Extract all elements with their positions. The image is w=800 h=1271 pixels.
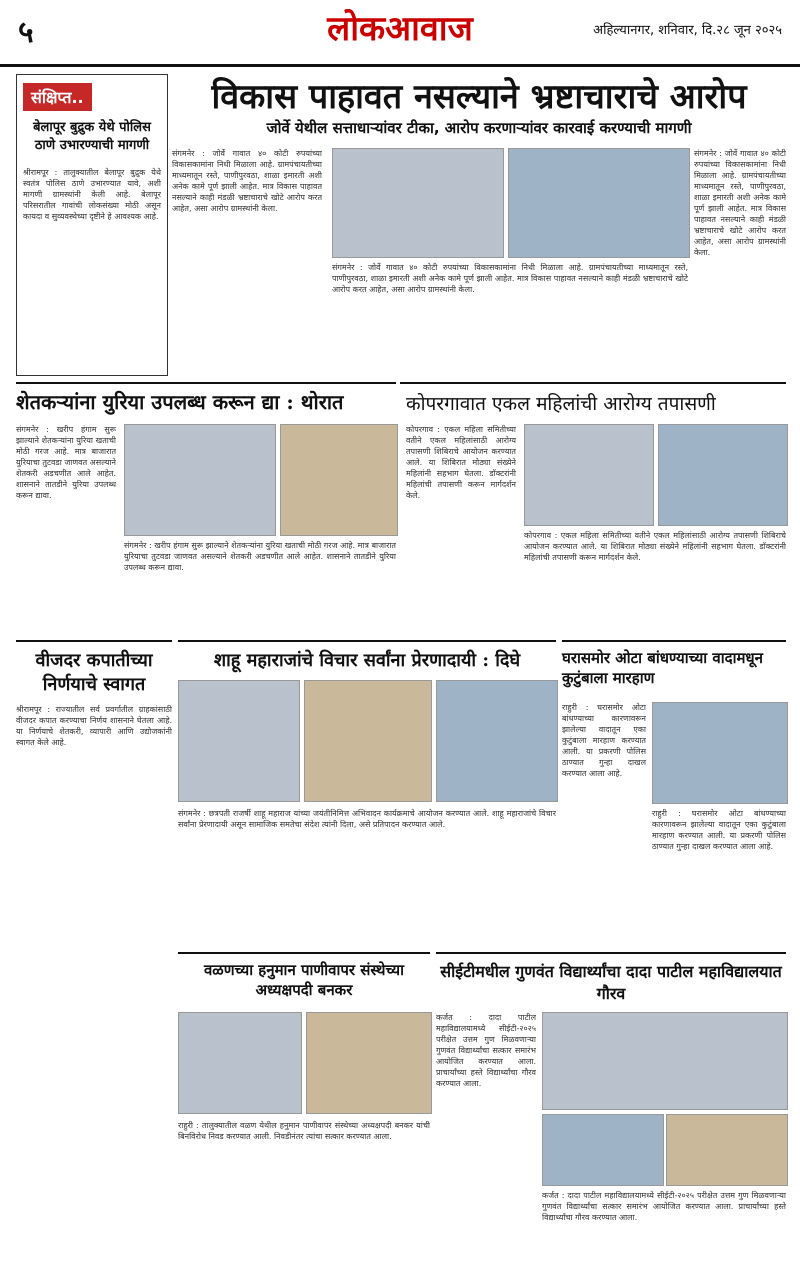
ota-headline: घरासमोर ओटा बांधण्याच्या वादामधून कुटुंबाला मारहाण (562, 649, 763, 687)
health-headline: कोपरगावात एकल महिलांची आरोग्य तपासणी (406, 393, 716, 415)
sankshipt-box (16, 74, 168, 376)
cet-story (436, 952, 786, 1262)
ota-body-cont: राहुरी : घरासमोर ओटा बांधण्याच्या कारणावरून झालेल्या वादातून एका कुटुंबाला मारहाण करण्यात आली. या प्रकरणी पोलिस ठाण्यात गुन्हा दाखल करण्यात आला आहे. (652, 809, 786, 851)
main-body-cont: संगमनेर : जोर्वे गावात ४० कोटी रुपयांच्या विकासकामांना निधी मिळाला आहे. ग्रामपंचायतीच्या माध्यमातून रस्ते, पाणीपुरवठा, शाळा इमारती अशी अनेक कामे पूर्ण झाली आहेत. मात्र विकास पाहावत नसल्याने काही मंडळी भ्रष्टाचाराचे खोटे आरोप करत आहेत, असा आरोप ग्रामस्थांनी केला. (332, 263, 688, 294)
hanuman-story (178, 952, 430, 1262)
page-number: ५ (18, 15, 34, 50)
sankshipt-tag: संक्षिप्त.. (23, 83, 92, 111)
cet-body: कर्जत : दादा पाटील महाविद्यालयामध्ये सीईटी-२०२५ परीक्षेत उत्तम गुण मिळवणाऱ्या गुणवंत विद्यार्थ्यांचा सत्कार समारंभ आयोजित करण्यात आला. प्राचार्यांच्या हस्ते विद्यार्थ्यांचा गौरव करण्यात आला. (436, 1013, 536, 1088)
hanuman-body: राहुरी : तालुक्यातील वळण येथील हनुमान पाणीवापर संस्थेच्या अध्यक्षपदी बनकर यांची बिनविरोध निवड करण्यात आली. निवडीनंतर त्यांचा सत्कार करण्यात आला. (178, 1121, 430, 1141)
urea-photo-2 (280, 424, 398, 536)
sankshipt-body: श्रीरामपूर : तालुक्यातील बेलापूर बुद्रुक येथे स्वतंत्र पोलिस ठाणे उभारण्यात यावे, अशी मागणी ग्रामस्थांनी केली आहे. बेलापूर परिसरातील गावांची लोकसंख्या मोठी असून कायदा व सुव्यवस्थेच्या दृष्टीने हे आवश्यक आहे. (23, 168, 161, 221)
main-story (172, 70, 786, 380)
urea-story (16, 382, 396, 636)
main-photo-1 (332, 148, 504, 258)
main-subhead: जोर्वे येथील सत्ताधाऱ्यांवर टीका, आरोप करणाऱ्यांवर कारवाई करण्याची मागणी (266, 119, 692, 137)
electricity-story (16, 640, 172, 1262)
main-body-right: संगमनेर : जोर्वे गावात ४० कोटी रुपयांच्या विकासकामांना निधी मिळाला आहे. ग्रामपंचायतीच्या माध्यमातून रस्ते, पाणीपुरवठा, शाळा इमारती अशी अनेक कामे पूर्ण झाली आहेत. मात्र विकास पाहावत नसल्याने काही मंडळी भ्रष्टाचाराचे खोटे आरोप करत आहेत, असा आरोप ग्रामस्थांनी केला. (694, 149, 786, 257)
electricity-headline: वीजदर कपातीच्या निर्णयाचे स्वागत (35, 650, 153, 695)
urea-body: संगमनेर : खरीप हंगाम सुरू झाल्याने शेतकऱ्यांना युरिया खताची मोठी गरज आहे. मात्र बाजारात युरियाचा तुटवडा जाणवत असल्याने शेतकरी अडचणीत आले आहेत. शासनाने तातडीने युरिया उपलब्ध करून द्यावा. (16, 425, 116, 500)
hanuman-photo-1 (178, 1012, 302, 1114)
urea-body-cont: संगमनेर : खरीप हंगाम सुरू झाल्याने शेतकऱ्यांना युरिया खताची मोठी गरज आहे. मात्र बाजारात युरियाचा तुटवडा जाणवत असल्याने शेतकरी अडचणीत आले आहेत. शासनाने तातडीने युरिया उपलब्ध करून द्यावा. (124, 541, 396, 572)
health-photo-2 (658, 424, 788, 526)
shahu-headline: शाहू महाराजांचे विचार सर्वांना प्रेरणादायी : दिघे (213, 650, 521, 671)
cet-headline: सीईटीमधील गुणवंत विद्यार्थ्यांचा दादा पाटील महाविद्यालयात गौरव (440, 962, 782, 1003)
urea-photo-1 (124, 424, 276, 536)
urea-headline: शेतकऱ्यांना युरिया उपलब्ध करून द्या : थोरात (16, 390, 344, 414)
cet-body-cont: कर्जत : दादा पाटील महाविद्यालयामध्ये सीईटी-२०२५ परीक्षेत उत्तम गुण मिळवणाऱ्या गुणवंत विद्यार्थ्यांचा सत्कार समारंभ आयोजित करण्यात आला. प्राचार्यांच्या हस्ते विद्यार्थ्यांचा गौरव करण्यात आला. (542, 1191, 786, 1222)
electricity-body: श्रीरामपूर : राज्यातील सर्व प्रवर्गातील ग्राहकांसाठी वीजदर कपात करण्याचा निर्णय शासनाने घेतला आहे. या निर्णयाचे शेतकरी, व्यापारी आणि उद्योजकांनी स्वागत केले आहे. (16, 705, 172, 747)
health-story (400, 382, 786, 636)
sankshipt-headline: बेलापूर बुद्रुक येथे पोलिस ठाणे उभारण्याची मागणी (33, 120, 151, 153)
main-body: संगमनेर : जोर्वे गावात ४० कोटी रुपयांच्या विकासकामांना निधी मिळाला आहे. ग्रामपंचायतीच्या माध्यमातून रस्ते, पाणीपुरवठा, शाळा इमारती अशी अनेक कामे पूर्ण झाली आहेत. मात्र विकास पाहावत नसल्याने काही मंडळी भ्रष्टाचाराचे खोटे आरोप करत आहेत, असा आरोप ग्रामस्थांनी केला. (172, 149, 322, 213)
hanuman-headline: वळणच्या हनुमान पाणीवापर संस्थेच्या अध्यक्षपदी बनकर (203, 961, 405, 999)
shahu-photo-3 (436, 680, 558, 802)
main-headline: विकास पाहावत नसल्याने भ्रष्टाचाराचे आरोप (211, 77, 747, 117)
cet-photo-1 (542, 1012, 788, 1110)
ota-body: राहुरी : घरासमोर ओटा बांधण्याच्या कारणावरून झालेल्या वादातून एका कुटुंबाला मारहाण करण्यात आली. या प्रकरणी पोलिस ठाण्यात गुन्हा दाखल करण्यात आला आहे. (562, 703, 646, 778)
cet-photo-3 (666, 1114, 788, 1186)
masthead (0, 0, 800, 67)
shahu-photo-1 (178, 680, 300, 802)
shahu-story (178, 640, 556, 948)
health-photo-1 (524, 424, 654, 526)
hanuman-photo-2 (306, 1012, 432, 1114)
ota-illustration (652, 702, 788, 804)
main-photo-2 (508, 148, 690, 258)
cet-photo-2 (542, 1114, 664, 1186)
health-body-cont: कोपरगाव : एकल महिला समितीच्या वतीने एकल महिलांसाठी आरोग्य तपासणी शिबिराचे आयोजन करण्यात आले. या शिबिरात मोठ्या संख्येने महिलांनी सहभाग घेतला. डॉक्टरांनी महिलांची तपासणी करून मार्गदर्शन केले. (524, 531, 786, 562)
ota-story (562, 640, 786, 948)
shahu-body: संगमनेर : छत्रपती राजर्षी शाहू महाराज यांच्या जयंतीनिमित्त अभिवादन कार्यक्रमाचे आयोजन करण्यात आले. शाहू महाराजांचे विचार सर्वांना प्रेरणादायी असून सामाजिक समतेचा संदेश त्यांनी दिला, असे प्रतिपादन करण्यात आले. (178, 809, 556, 829)
newspaper-name: लोकआवाज (327, 9, 473, 49)
health-body: कोपरगाव : एकल महिला समितीच्या वतीने एकल महिलांसाठी आरोग्य तपासणी शिबिराचे आयोजन करण्यात आले. या शिबिरात मोठ्या संख्येने महिलांनी सहभाग घेतला. डॉक्टरांनी महिलांची तपासणी करून मार्गदर्शन केले. (406, 425, 516, 500)
shahu-photo-2 (304, 680, 432, 802)
dateline: अहिल्यानगर, शनिवार, दि.२८ जून २०२५ (593, 23, 782, 38)
